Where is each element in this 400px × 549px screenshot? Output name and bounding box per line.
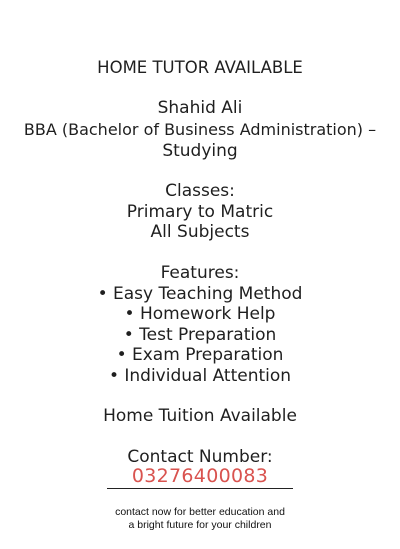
classes-range: Primary to Matric [126,202,274,222]
feature-item-individual-attention: • Individual Attention [108,366,292,386]
feature-item-exam-preparation: • Exam Preparation [116,345,284,365]
footer-line2: a bright future for your children [128,519,272,531]
tutor-name: Shahid Ali [157,98,243,118]
features-label: Features: [160,263,240,283]
contact-underline [107,488,293,489]
classes-label: Classes: [165,181,235,201]
footer-line1: contact now for better education and [115,506,285,518]
feature-item-homework-help: • Homework Help [124,304,276,324]
contact-label: Contact Number: [127,447,273,467]
home-tuition-note: Home Tuition Available [103,406,297,426]
tutor-qualification-line2: Studying [162,141,238,161]
feature-item-easy-teaching: • Easy Teaching Method [97,284,303,304]
tutor-qualification-line1: BBA (Bachelor of Business Administration) – [23,120,377,139]
flyer-heading: HOME TUTOR AVAILABLE [97,58,303,77]
contact-phone-number[interactable]: 03276400083 [131,465,269,487]
classes-subjects: All Subjects [150,222,250,242]
feature-item-test-preparation: • Test Preparation [123,325,277,345]
